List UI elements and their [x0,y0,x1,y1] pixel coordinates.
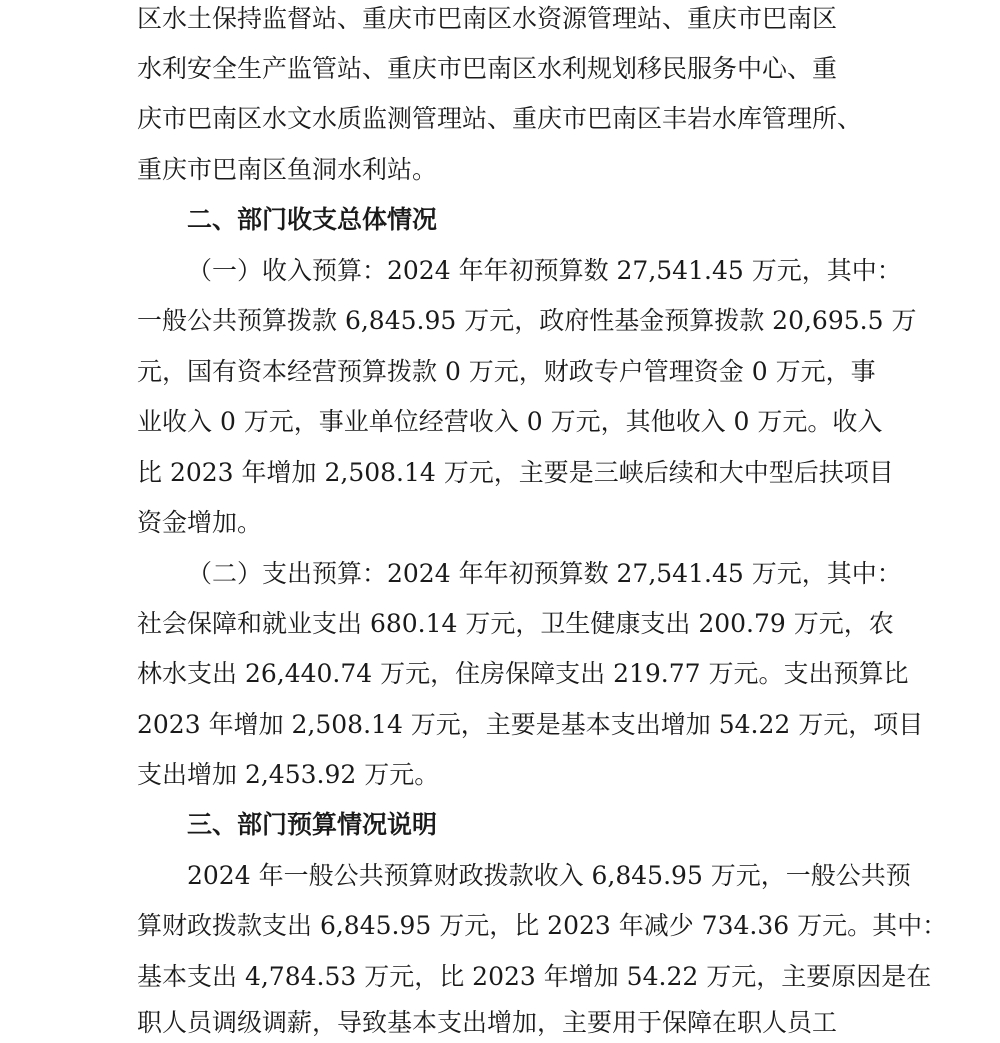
paragraph-line: 水利安全生产监管站、重庆市巴南区水利规划移民服务中心、重 [137,54,838,83]
paragraph-line: （二）支出预算：2024 年年初预算数 27,541.45 万元，其中： [187,559,902,588]
paragraph-line: 支出增加 2,453.92 万元。 [137,760,440,789]
paragraph-line: 元，国有资本经营预算拨款 0 万元，财政专户管理资金 0 万元，事 [137,357,876,386]
paragraph-line: 比 2023 年增加 2,508.14 万元，主要是三峡后续和大中型后扶项目 [137,458,894,487]
paragraph-line: 林水支出 26,440.74 万元，住房保障支出 219.77 万元。支出预算比 [137,659,909,688]
paragraph-line: 区水土保持监督站、重庆市巴南区水资源管理站、重庆市巴南区 [137,4,838,33]
paragraph-line: 业收入 0 万元，事业单位经营收入 0 万元，其他收入 0 万元。收入 [137,407,883,436]
paragraph-line: 庆市巴南区水文水质监测管理站、重庆市巴南区丰岩水库管理所、 [137,104,863,133]
paragraph-line: （一）收入预算：2024 年年初预算数 27,541.45 万元，其中： [187,256,902,285]
paragraph-line: 基本支出 4,784.53 万元，比 2023 年增加 54.22 万元，主要原因是在 [137,962,932,991]
paragraph-line: 重庆市巴南区鱼洞水利站。 [137,155,438,184]
paragraph-line: 2024 年一般公共预算财政拨款收入 6,845.95 万元，一般公共预 [187,861,911,890]
paragraph-line: 职人员调级调薪，导致基本支出增加，主要用于保障在职人员工 [137,1008,838,1037]
paragraph-line: 一般公共预算拨款 6,845.95 万元，政府性基金预算拨款 20,695.5 万 [137,306,917,335]
paragraph-line: 社会保障和就业支出 680.14 万元，卫生健康支出 200.79 万元，农 [137,609,894,638]
paragraph-line: 2023 年增加 2,508.14 万元，主要是基本支出增加 54.22 万元，项目 [137,710,924,739]
paragraph-line: 资金增加。 [137,508,263,537]
paragraph-line: 算财政拨款支出 6,845.95 万元，比 2023 年减少 734.36 万元。其中： [137,911,948,940]
section-heading: 二、部门收支总体情况 [187,205,438,234]
section-heading: 三、部门预算情况说明 [187,810,438,839]
